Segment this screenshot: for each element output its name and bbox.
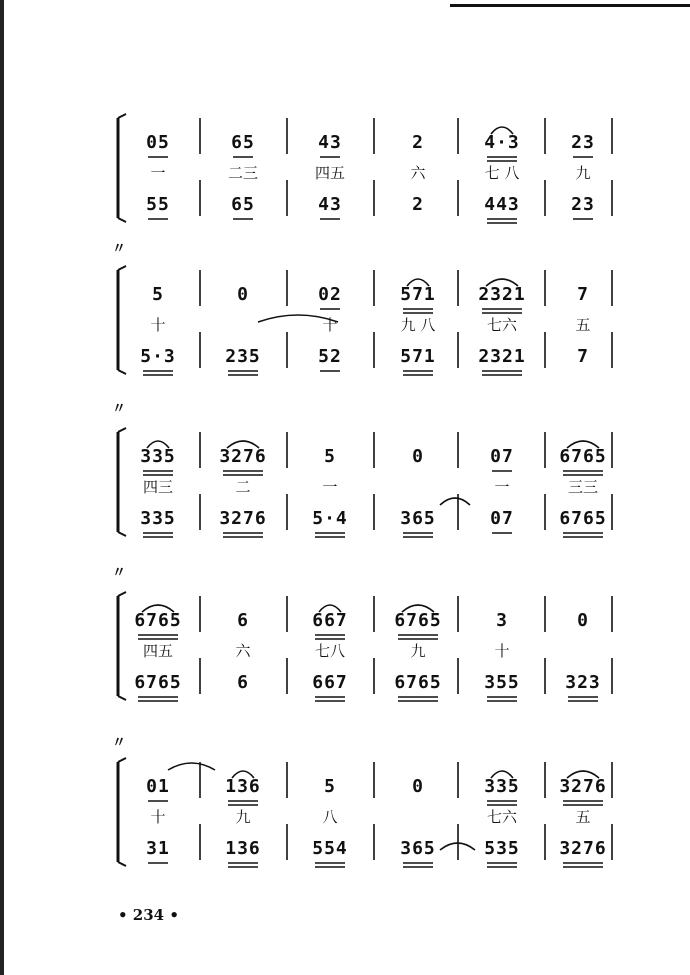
notation-top: 05: [146, 132, 170, 153]
notation-top: 3276: [219, 446, 267, 467]
notation-bottom: 6: [237, 672, 249, 693]
system-bracket-hook-top: [118, 266, 126, 270]
system-bracket-hook-bottom: [118, 532, 126, 536]
lyric-syllable: 四五: [142, 642, 174, 660]
lyric-syllable: 一: [150, 164, 166, 182]
notation-top: 571: [400, 284, 436, 305]
lyric-syllable: 十: [322, 316, 338, 334]
system-bracket-hook-top: [118, 758, 126, 762]
notation-bottom: 2321: [478, 346, 526, 367]
notation-bottom: 136: [225, 838, 261, 859]
lyric-syllable: 六: [235, 642, 251, 660]
notation-top: 5: [324, 446, 336, 467]
notation-top: 0: [412, 446, 424, 467]
notation-bottom: 535: [484, 838, 520, 859]
notation-bottom: 43: [318, 194, 342, 215]
notation-bottom: 07: [490, 508, 514, 529]
notation-bottom: 365: [400, 838, 436, 859]
system-bracket-hook-bottom: [118, 862, 126, 866]
notation-bottom: 235: [225, 346, 261, 367]
lyric-syllable: 十: [494, 642, 510, 660]
notation-top: 335: [140, 446, 176, 467]
lyric-syllable: 五: [575, 808, 591, 826]
system-bracket-hook-bottom: [118, 370, 126, 374]
notation-bottom: 5·3: [140, 346, 176, 367]
lyric-syllable: 六: [410, 164, 426, 182]
section-mark: 〃: [112, 735, 126, 751]
lyric-syllable: 九: [410, 642, 426, 660]
lyric-syllable: 七八: [314, 642, 346, 660]
notation-bottom: 6765: [134, 672, 182, 693]
notation-top: 0: [412, 776, 424, 797]
notation-top: 23: [571, 132, 595, 153]
notation-bottom: 7: [577, 346, 589, 367]
notation-top: 02: [318, 284, 342, 305]
notation-bottom: 6765: [394, 672, 442, 693]
lyric-syllable: 一: [494, 478, 510, 496]
lyric-syllable: 七 八: [484, 164, 520, 182]
notation-top: 136: [225, 776, 261, 797]
notation-bottom: 355: [484, 672, 520, 693]
notation-bottom: 335: [140, 508, 176, 529]
lyric-syllable: 九: [575, 164, 591, 182]
notation-bottom: 6765: [559, 508, 607, 529]
notation-bottom: 3276: [559, 838, 607, 859]
lyric-syllable: 四五: [314, 164, 346, 182]
lyric-syllable: 九 八: [400, 316, 436, 334]
notation-top: 5: [152, 284, 164, 305]
notation-top: 6765: [394, 610, 442, 631]
notation-bottom: 55: [146, 194, 170, 215]
notation-bottom: 667: [312, 672, 348, 693]
notation-top: 07: [490, 446, 514, 467]
notation-top: 667: [312, 610, 348, 631]
lyric-syllable: 二三: [227, 164, 259, 182]
page-number: • 234 •: [118, 906, 179, 924]
notation-top: 6765: [559, 446, 607, 467]
system-bracket-hook-top: [118, 114, 126, 118]
notation-top: 3: [496, 610, 508, 631]
notation-top: 4·3: [484, 132, 520, 153]
notation-top: 0: [577, 610, 589, 631]
notation-bottom: 5·4: [312, 508, 348, 529]
notation-top: 65: [231, 132, 255, 153]
notation-top: 0: [237, 284, 249, 305]
notation-bottom: 571: [400, 346, 436, 367]
notation-top: 43: [318, 132, 342, 153]
notation-bottom: 31: [146, 838, 170, 859]
lyric-syllable: 七六: [486, 808, 518, 826]
notation-bottom: 443: [484, 194, 520, 215]
system-bracket-hook-top: [118, 592, 126, 596]
notation-bottom: 23: [571, 194, 595, 215]
notation-top: 6: [237, 610, 249, 631]
notation-bottom: 3276: [219, 508, 267, 529]
lyric-syllable: 十: [150, 316, 166, 334]
notation-top: 01: [146, 776, 170, 797]
lyric-syllable: 十: [150, 808, 166, 826]
lyric-syllable: 三三: [567, 478, 599, 496]
notation-top: 5: [324, 776, 336, 797]
notation-top: 2321: [478, 284, 526, 305]
lyric-syllable: 八: [322, 808, 338, 826]
notation-top: 6765: [134, 610, 182, 631]
tie-arc: [168, 763, 215, 770]
notation-bottom: 52: [318, 346, 342, 367]
section-mark: 〃: [112, 241, 126, 257]
notation-bottom: 554: [312, 838, 348, 859]
lyric-syllable: 九: [235, 808, 251, 826]
notation-bottom: 2: [412, 194, 424, 215]
lyric-syllable: 七六: [486, 316, 518, 334]
lyric-syllable: 五: [575, 316, 591, 334]
tie-arc: [440, 498, 470, 505]
notation-top: 3276: [559, 776, 607, 797]
notation-bottom: 323: [565, 672, 601, 693]
notation-bottom: 365: [400, 508, 436, 529]
section-mark: 〃: [112, 565, 126, 581]
notation-top: 7: [577, 284, 589, 305]
lyric-syllable: 四三: [142, 478, 174, 496]
system-bracket-hook-bottom: [118, 218, 126, 222]
lyric-syllable: 二: [235, 478, 251, 496]
notation-bottom: 65: [231, 194, 255, 215]
system-bracket-hook-bottom: [118, 696, 126, 700]
system-bracket-hook-top: [118, 428, 126, 432]
notation-top: 2: [412, 132, 424, 153]
section-mark: 〃: [112, 401, 126, 417]
lyric-syllable: 一: [322, 478, 338, 496]
notation-top: 335: [484, 776, 520, 797]
